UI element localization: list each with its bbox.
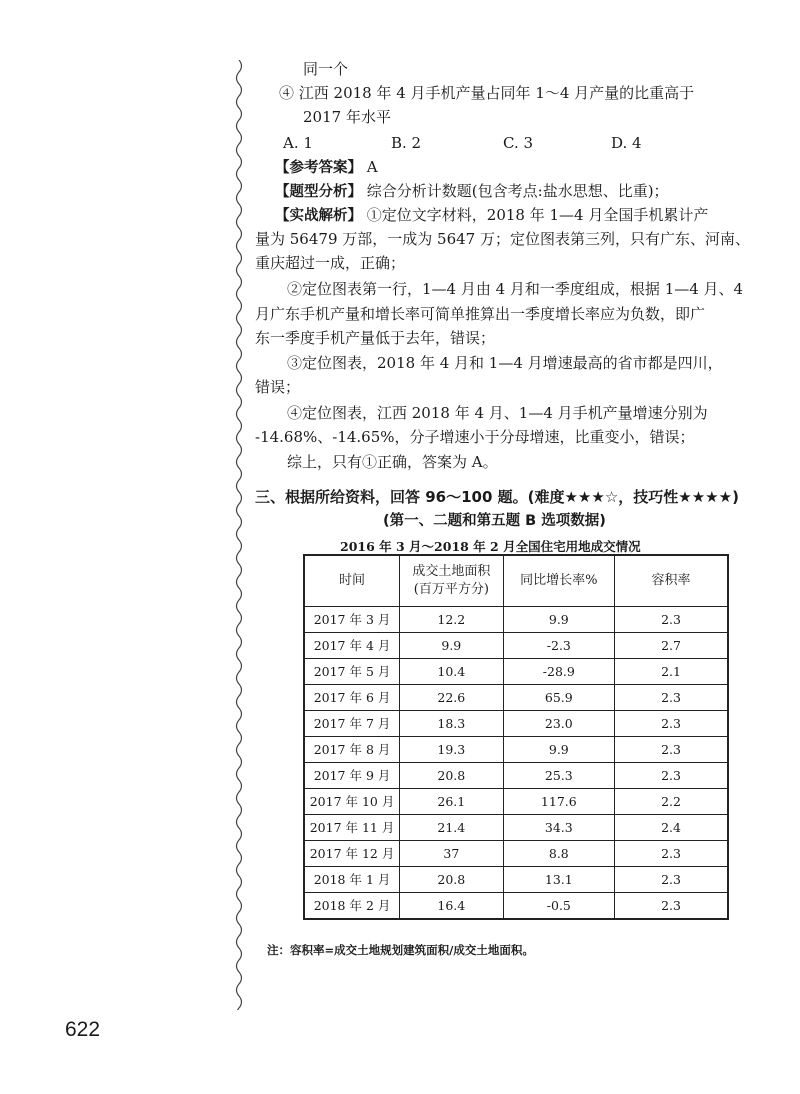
page-number: 622: [65, 1018, 101, 1041]
cell-growth: 8.8: [503, 841, 615, 867]
cell-growth: 25.3: [503, 763, 615, 789]
table-row: [304, 711, 728, 737]
cell-time: 2017 年 8 月: [304, 737, 400, 763]
option-c: C. 3: [503, 134, 534, 152]
cell-time: 2017 年 9 月: [304, 763, 400, 789]
analysis-line-4: ②定位图表第一行，1—4 月由 4 月和一季度组成，根据 1—4 月、4: [287, 280, 744, 298]
table-row: [304, 737, 728, 763]
cell-area: 16.4: [400, 893, 504, 920]
cell-area: 21.4: [400, 815, 504, 841]
table-row: [304, 841, 728, 867]
table-row: [304, 659, 728, 685]
cell-area: 19.3: [400, 737, 504, 763]
analysis-line-1: [275, 204, 708, 227]
cell-area: 37: [400, 841, 504, 867]
header-area: [400, 555, 504, 607]
cell-growth: 13.1: [503, 867, 615, 893]
cell-time: 2017 年 4 月: [304, 633, 400, 659]
answer-line: [275, 156, 378, 179]
cell-time: 2017 年 7 月: [304, 711, 400, 737]
table-row: [304, 867, 728, 893]
cell-growth: 117.6: [503, 789, 615, 815]
cell-growth: 65.9: [503, 685, 615, 711]
table-header-row: [304, 555, 728, 607]
cell-plot-ratio: 2.3: [615, 737, 728, 763]
analysis-line-5: 月广东手机产量和增长率可简单推算出一季度增长率应为负数，即广: [255, 305, 706, 323]
cell-plot-ratio: 2.2: [615, 789, 728, 815]
analysis-line-9: ④定位图表，江西 2018 年 4 月、1—4 月手机产量增速分别为: [287, 404, 708, 422]
cell-area: 18.3: [400, 711, 504, 737]
header-growth: 同比增长率%: [503, 555, 615, 607]
cell-time: 2017 年 5 月: [304, 659, 400, 685]
cell-growth: 9.9: [503, 737, 615, 763]
table-body: [304, 607, 728, 920]
cell-growth: 34.3: [503, 815, 615, 841]
answer-tag: 【参考答案】: [275, 160, 362, 176]
cell-area: 20.8: [400, 763, 504, 789]
type-tag: 【题型分析】: [275, 184, 362, 200]
cell-area: 22.6: [400, 685, 504, 711]
section-subtitle: (第一、二题和第五题 B 选项数据): [383, 513, 606, 529]
analysis-line-2: 量为 56479 万部，一成为 5647 万；定位图表第三列，只有广东、河南、: [255, 230, 750, 248]
analysis-line-10: -14.68%、-14.65%，分子增速小于分母增速，比重变小，错误；: [255, 428, 695, 446]
cell-area: 20.8: [400, 867, 504, 893]
text-line-1: 同一个: [303, 60, 349, 78]
cell-plot-ratio: 2.3: [615, 607, 728, 633]
analysis-line-6: 东一季度手机产量低于去年，错误；: [255, 329, 496, 347]
cell-plot-ratio: 2.3: [615, 685, 728, 711]
cell-plot-ratio: 2.4: [615, 815, 728, 841]
cell-area: 26.1: [400, 789, 504, 815]
cell-time: 2017 年 6 月: [304, 685, 400, 711]
header-time: 时间: [304, 555, 400, 607]
cell-plot-ratio: 2.3: [615, 841, 728, 867]
cell-growth: -0.5: [503, 893, 615, 920]
cell-time: 2018 年 1 月: [304, 867, 400, 893]
type-value: 综合分析计数题(包含考点:盐水思想、比重)；: [366, 182, 669, 200]
header-area-line-1: 成交土地面积: [412, 564, 491, 579]
cell-area: 12.2: [400, 607, 504, 633]
table-note: 注：容积率=成交土地规划建筑面积/成交土地面积。: [267, 943, 534, 957]
table-row: [304, 763, 728, 789]
analysis-line-11: 综上，只有①正确，答案为 A。: [287, 453, 498, 471]
cell-growth: -2.3: [503, 633, 615, 659]
cell-time: 2017 年 12 月: [304, 841, 400, 867]
land-transaction-table: [303, 554, 729, 920]
table-row: [304, 789, 728, 815]
analysis-text-1: ①定位文字材料，2018 年 1—4 月全国手机累计产: [366, 206, 709, 224]
cell-growth: -28.9: [503, 659, 615, 685]
option-b: B. 2: [391, 134, 422, 152]
cell-plot-ratio: 2.3: [615, 711, 728, 737]
table-row: [304, 633, 728, 659]
cell-plot-ratio: 2.3: [615, 763, 728, 789]
option-a: A. 1: [283, 134, 313, 152]
cell-time: 2017 年 11 月: [304, 815, 400, 841]
text-line-3: 2017 年水平: [303, 108, 391, 126]
cell-plot-ratio: 2.7: [615, 633, 728, 659]
analysis-tag: 【实战解析】: [275, 208, 362, 224]
section-heading: 三、根据所给资料，回答 96～100 题。(难度★★★☆，技巧性★★★★): [255, 488, 739, 506]
option-d: D. 4: [611, 134, 642, 152]
cell-time: 2018 年 2 月: [304, 893, 400, 920]
table-title: 2016 年 3 月～2018 年 2 月全国住宅用地成交情况: [340, 539, 641, 554]
cell-growth: 9.9: [503, 607, 615, 633]
table-row: [304, 607, 728, 633]
text-line-2: ④ 江西 2018 年 4 月手机产量占同年 1～4 月产量的比重高于: [279, 84, 695, 102]
analysis-line-3: 重庆超过一成，正确；: [255, 254, 406, 272]
table-row: [304, 893, 728, 920]
cell-area: 10.4: [400, 659, 504, 685]
answer-value: A: [366, 158, 378, 176]
table-row: [304, 685, 728, 711]
cell-plot-ratio: 2.1: [615, 659, 728, 685]
table-row: [304, 815, 728, 841]
header-area-line-2: (百万平方分): [413, 582, 489, 597]
cell-time: 2017 年 10 月: [304, 789, 400, 815]
cell-plot-ratio: 2.3: [615, 893, 728, 920]
cell-area: 9.9: [400, 633, 504, 659]
analysis-line-7: ③定位图表，2018 年 4 月和 1—4 月增速最高的省市都是四川，: [287, 354, 723, 372]
wavy-margin-line: [232, 60, 246, 1010]
header-plot-ratio: 容积率: [615, 555, 728, 607]
cell-growth: 23.0: [503, 711, 615, 737]
analysis-line-8: 错误；: [255, 378, 301, 396]
cell-time: 2017 年 3 月: [304, 607, 400, 633]
type-line: [275, 180, 669, 203]
cell-plot-ratio: 2.3: [615, 867, 728, 893]
